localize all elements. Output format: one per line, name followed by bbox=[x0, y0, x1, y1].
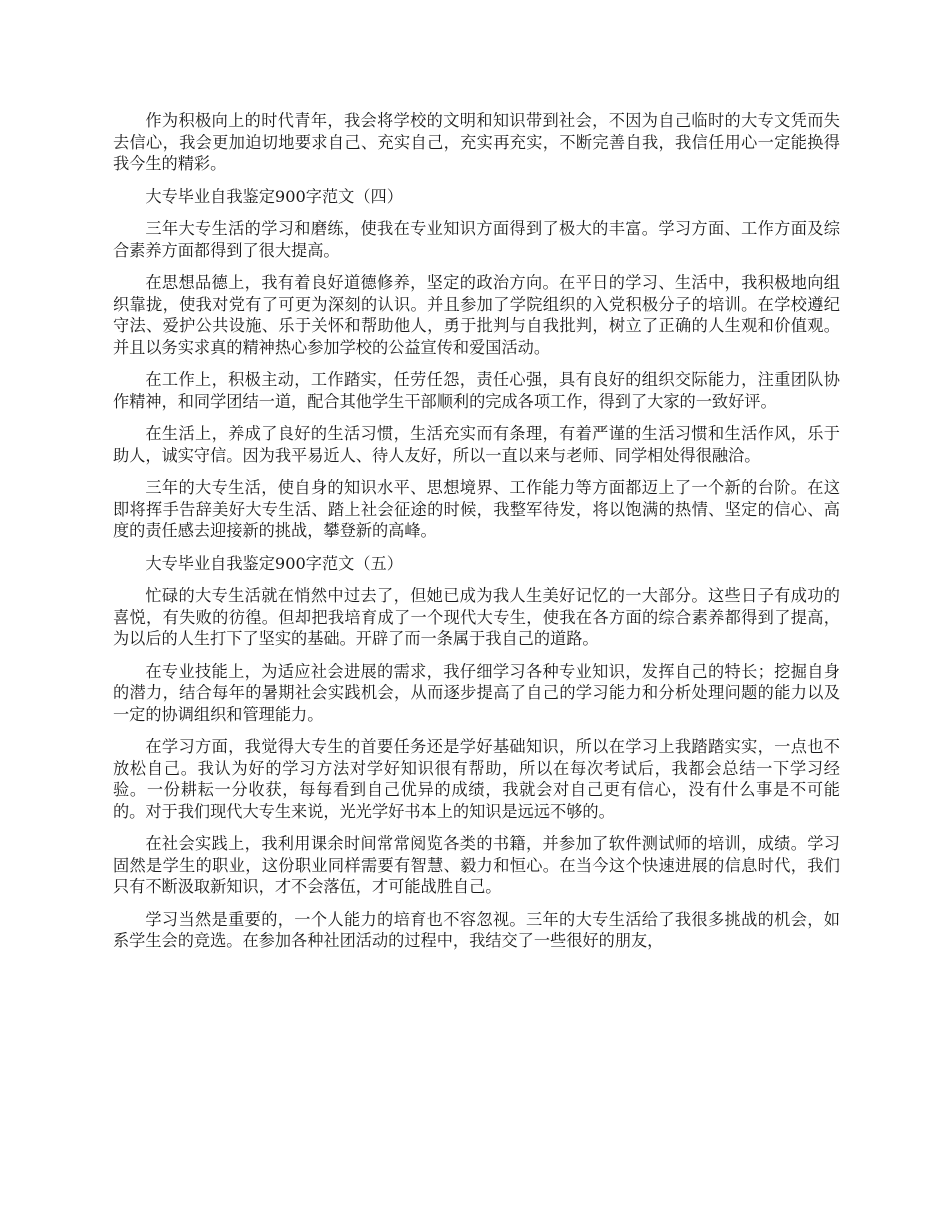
paragraph: 在专业技能上，为适应社会进展的需求，我仔细学习各种专业知识，发挥自己的特长；挖掘自身的潜力，结合每年的暑期社会实践机会，从而逐步提高了自己的学习能力和分析处理问题的能力以及一定的协调组织和管理能力。 bbox=[113, 661, 840, 724]
paragraph: 在社会实践上，我利用课余时间常常阅览各类的书籍，并参加了软件测试师的培训，成绩。学习固然是学生的职业，这份职业同样需要有智慧、毅力和恒心。在当今这个快速进展的信息时代，我们只有不断汲取新知识，才不会落伍，才可能战胜自己。 bbox=[113, 834, 840, 896]
paragraph: 在生活上，养成了良好的生活习惯，生活充实而有条理，有着严谨的生活习惯和生活作风，乐于助人，诚实守信。因为我平易近人、待人友好，所以一直以来与老师、同学相处得很融洽。 bbox=[113, 424, 840, 465]
document-body bbox=[113, 110, 840, 963]
paragraph: 在学习方面，我觉得大专生的首要任务还是学好基础知识，所以在学习上我踏踏实实，一点也不放松自己。我认为好的学习方法对学好知识很有帮助，所以在每次考试后，我都会总结一下学习经验。一份耕耘一分收获，每每看到自己优异的成绩，我就会对自己更有信心，没有什么事是不可能的。对于我们现代大专生来说，光光学好书本上的知识是远远不够的。 bbox=[113, 737, 840, 821]
paragraph: 三年大专生活的学习和磨练，使我在专业知识方面得到了极大的丰富。学习方面、工作方面及综合素养方面都得到了很大提高。 bbox=[113, 219, 840, 260]
paragraph: 在思想品德上，我有着良好道德修养，坚定的政治方向。在平日的学习、生活中，我积极地向组织靠拢，使我对党有了可更为深刻的认识。并且参加了学院组织的入党积极分子的培训。在学校遵纪守法、爱护公共设施、乐于关怀和帮助他人，勇于批判与自我批判，树立了正确的人生观和价值观。并且以务实求真的精神热心参加学校的公益宣传和爱国活动。 bbox=[113, 273, 840, 357]
paragraph: 忙碌的大专生活就在悄然中过去了，但她已成为我人生美好记忆的一大部分。这些日子有成功的喜悦，有失败的彷徨。但却把我培育成了一个现代大专生，使我在各方面的综合素养都得到了提高，为以后的人生打下了坚实的基础。开辟了而一条属于我自己的道路。 bbox=[113, 586, 840, 648]
paragraph: 学习当然是重要的，一个人能力的培育也不容忽视。三年的大专生活给了我很多挑战的机会，如系学生会的竞选。在参加各种社团活动的过程中，我结交了一些很好的朋友， bbox=[113, 909, 840, 950]
paragraph: 三年的大专生活，使自身的知识水平、思想境界、工作能力等方面都迈上了一个新的台阶。在这即将挥手告辞美好大专生活、踏上社会征途的时候，我整军待发，将以饱满的热情、坚定的信心、高度的责任感去迎接新的挑战，攀登新的高峰。 bbox=[113, 478, 840, 540]
paragraph: 作为积极向上的时代青年，我会将学校的文明和知识带到社会，不因为自己临时的大专文凭而失去信心，我会更加迫切地要求自己、充实自己，充实再充实，不断完善自我，我信任用心一定能换得我今生的精彩。 bbox=[113, 111, 840, 173]
paragraph: 在工作上，积极主动，工作踏实，任劳任怨，责任心强，具有良好的组织交际能力，注重团队协作精神，和同学团结一道，配合其他学生干部顺利的完成各项工作，得到了大家的一致好评。 bbox=[113, 370, 840, 411]
section-heading: 大专毕业自我鉴定900字范文（五） bbox=[145, 553, 403, 573]
section-heading: 大专毕业自我鉴定900字范文（四） bbox=[145, 186, 403, 206]
